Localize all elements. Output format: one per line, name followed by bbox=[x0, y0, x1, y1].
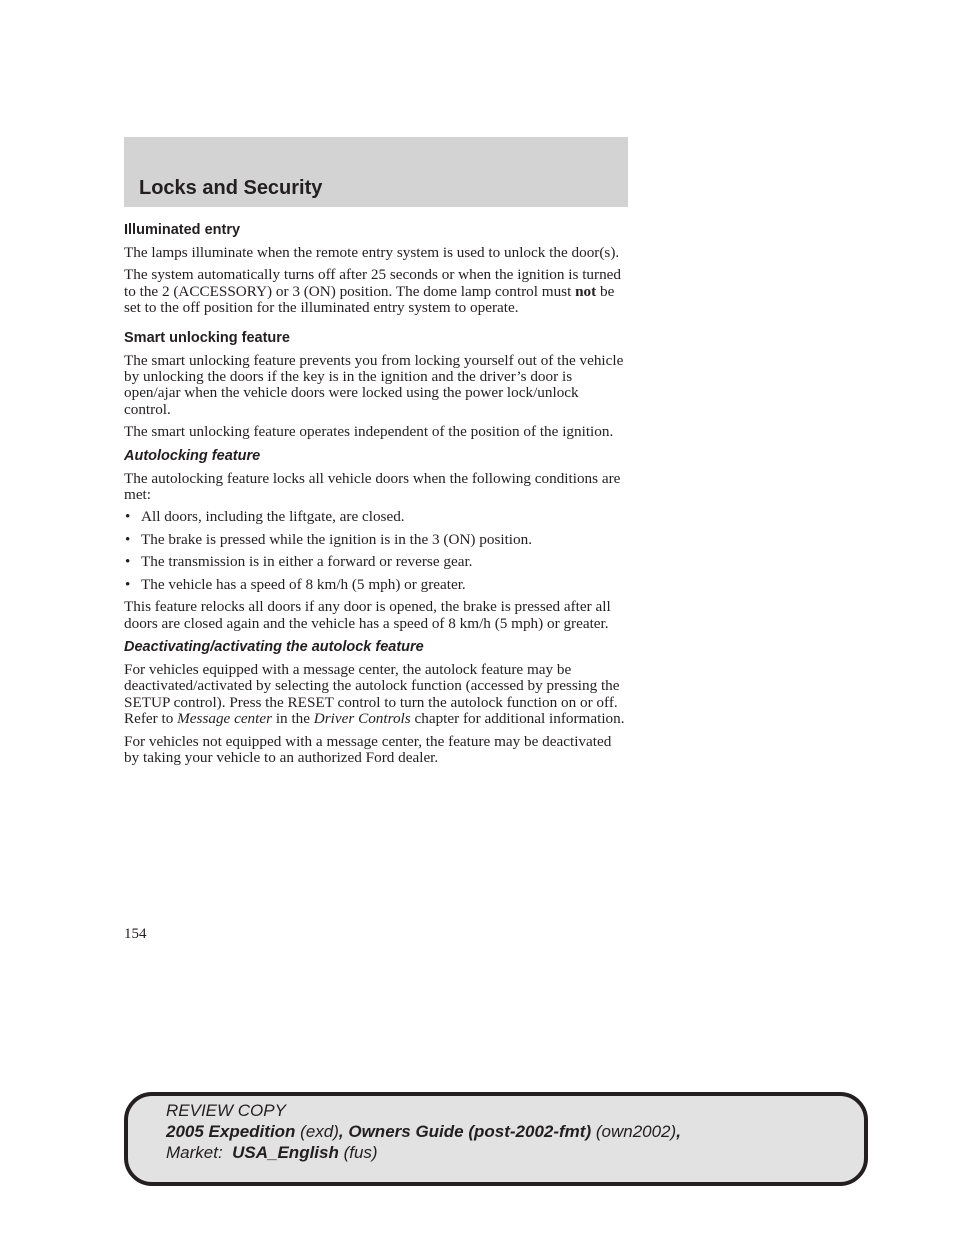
list-item: • The brake is pressed while the ignition is in the 3 (ON) position. bbox=[125, 530, 533, 548]
bullet: • bbox=[125, 553, 131, 571]
page-content bbox=[124, 221, 628, 772]
paragraph: This feature relocks all doors if any door is opened, the brake is pressed after all doors are closed again and the vehicle has a speed of 8 km/h (5 mph) or greater. bbox=[124, 598, 611, 632]
heading-deactivating-autolock: Deactivating/activating the autolock feature bbox=[124, 638, 424, 655]
paragraph: The autolocking feature locks all vehicle doors when the following conditions are met: bbox=[124, 469, 621, 504]
heading-autolocking: Autolocking feature bbox=[124, 447, 261, 464]
bullet: • bbox=[125, 530, 131, 548]
bullet: • bbox=[125, 508, 131, 526]
paragraph: The smart unlocking feature operates independent of the position of the ignition. bbox=[124, 423, 614, 441]
list-item: • The vehicle has a speed of 8 km/h (5 mph) or greater. bbox=[125, 575, 466, 593]
section-title: Locks and Security bbox=[139, 177, 323, 199]
paragraph: For vehicles not equipped with a message center, the feature may be deactivated by taking your vehicle to an authorized Ford dealer. bbox=[124, 732, 612, 766]
footer-line-model: 2005 Expedition (exd), Owners Guide (post-2002-fmt) (own2002), bbox=[166, 1122, 681, 1141]
footer-line-market: Market: USA_English (fus) bbox=[166, 1143, 378, 1162]
paragraph: The system automatically turns off after 25 seconds or when the ignition is turned to the 2 (ACCESSORY) or 3 (ON) position. The dome lamp control must not be set to the off position for the illuminated entry system to operate. bbox=[124, 266, 621, 317]
reference-driver-controls: Driver Controls bbox=[313, 710, 411, 728]
paragraph: The lamps illuminate when the remote entry system is used to unlock the door(s). bbox=[124, 244, 620, 261]
heading-illuminated-entry: Illuminated entry bbox=[124, 222, 241, 238]
paragraph: The smart unlocking feature prevents you from locking yourself out of the vehicle by unlocking the doors if the key is in the ignition and the driver’s door is open/ajar when the vehicle doors were locked using the power lock/unlock control. bbox=[124, 351, 624, 418]
page-number: 154 bbox=[124, 926, 147, 942]
list-item: • All doors, including the liftgate, are closed. bbox=[125, 508, 405, 526]
footer-text bbox=[166, 1100, 681, 1163]
heading-smart-unlocking: Smart unlocking feature bbox=[124, 329, 290, 346]
reference-message-center: Message center bbox=[177, 710, 273, 728]
review-copy-footer bbox=[124, 1092, 868, 1186]
conditions-list bbox=[124, 509, 628, 593]
footer-line-review: REVIEW COPY bbox=[166, 1101, 286, 1120]
paragraph: For vehicles equipped with a message center, the autolock feature may be deactivated/activated by selecting the autolock function (accessed by pressing the SETUP control). Press the RESET control to turn the autolock function on or off. Refer to Message center in the Driver Controls chapter for additional information. bbox=[124, 660, 625, 728]
list-item: • The transmission is in either a forward or reverse gear. bbox=[125, 553, 473, 571]
bullet: • bbox=[125, 575, 131, 593]
emphasis: not bbox=[575, 282, 597, 300]
